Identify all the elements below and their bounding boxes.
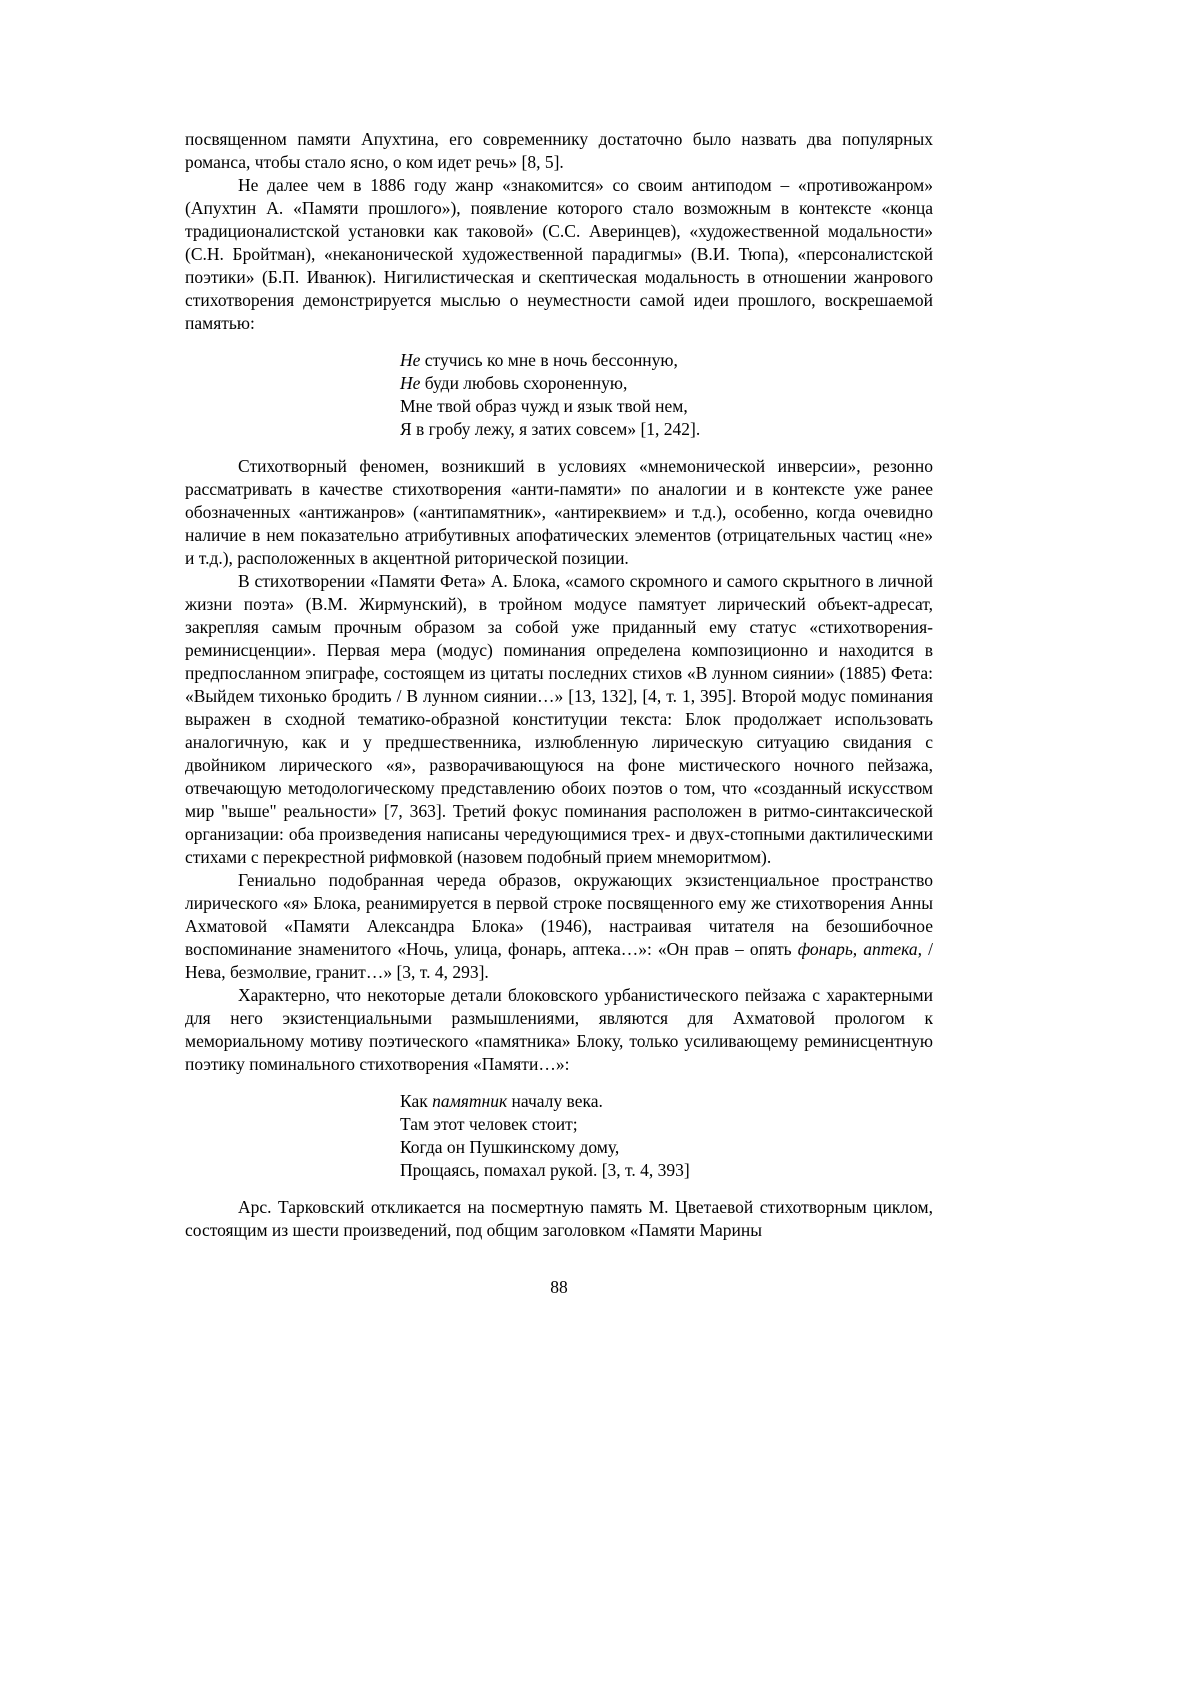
verse-block bbox=[400, 349, 933, 441]
text-run: / Нева, безмолвие, гранит…» [3, т. 4, 293]. bbox=[185, 939, 933, 982]
paragraph bbox=[185, 869, 933, 984]
italic-text-run: Не bbox=[400, 373, 421, 393]
text-run: Характерно, что некоторые детали блоковского урбанистического пейзажа с характерными для него экзистенциальными размышлениями, являются для Ахматовой прологом к мемориальному мотиву поэтического «памятника» Блоку, только усиливающему реминисцентную поэтику поминального стихотворения «Памяти…»: bbox=[185, 985, 933, 1074]
verse-line bbox=[400, 349, 933, 372]
italic-text-run: фонарь, аптека, bbox=[797, 939, 923, 959]
verse-line bbox=[400, 418, 933, 441]
paragraph bbox=[185, 570, 933, 869]
text-run: В стихотворении «Памяти Фета» А. Блока, «самого скромного и самого скрытного в личной жизни поэта» (В.М. Жирмунский), в тройном модусе памятует лирический объект-адресат, закрепляя самым прочным образом за собой уже приданный ему статус «стихотворения-реминисценции». Первая мера (модус) поминания определена композиционно и находится в предпосланном эпиграфе, состоящем из цитаты последних стихов «В лунном сиянии» (1885) Фета: «Выйдем тихонько бродить / В лунном сиянии…» [13, 132], [4, т. 1, 395]. Второй модус поминания выражен в сходной тематико-образной конституции текста: Блок продолжает использовать аналогичную, как и у предшественника, излюбленную лирическую ситуацию свидания с двойником лирического «я», разворачивающуюся на фоне мистического ночного пейзажа, отвечающую методологическому представлению обоих поэтов о том, что «созданный искусством мир "выше" реальности» [7, 363]. Третий фокус поминания расположен в ритмо-синтаксической организации: оба произведения написаны чередующимися трех- и двух-стопными дактилическими стихами с перекрестной рифмовкой (назовем подобный прием мнеморитмом). bbox=[185, 571, 933, 867]
text-run: Когда он Пушкинскому дому, bbox=[400, 1137, 620, 1157]
text-run: Не далее чем в 1886 году жанр «знакомится» со своим антиподом – «противожанром» (Апухтин А. «Памяти прошлого»), появление которого стало возможным в контексте «конца традиционалистской установки как таковой» (С.С. Аверинцев), «художественной модальности» (С.Н. Бройтман), «неканонической художественной парадигмы» (В.И. Тюпа), «персоналистской поэтики» (Б.П. Иванюк). Нигилистическая и скептическая модальность в отношении жанрового стихотворения демонстрируется мыслью о неуместности самой идеи прошлого, воскрешаемой памятью: bbox=[185, 175, 933, 333]
verse-line bbox=[400, 395, 933, 418]
text-run: Я в гробу лежу, я затих совсем» [1, 242]. bbox=[400, 419, 701, 439]
paragraph bbox=[185, 984, 933, 1076]
text-run: стучись ко мне в ночь бессонную, bbox=[420, 350, 678, 370]
italic-text-run: памятник bbox=[432, 1091, 508, 1111]
text-run: посвященном памяти Апухтина, его современнику достаточно было назвать два популярных романса, чтобы стало ясно, о ком идет речь» [8, 5]. bbox=[185, 129, 933, 172]
page-number: 88 bbox=[550, 1277, 568, 1297]
paragraph bbox=[185, 455, 933, 570]
verse-line bbox=[400, 372, 933, 395]
text-run: Стихотворный феномен, возникший в условиях «мнемонической инверсии», резонно рассматривать в качестве стихотворения «анти-памяти» по аналогии и в контексте уже ранее обозначенных «антижанров» («антипамятник», «антиреквием» и т.д.), особенно, когда очевидно наличие в нем показательно атрибутивных апофатических элементов (отрицательных частиц «не» и т.д.), расположенных в акцентной риторической позиции. bbox=[185, 456, 933, 568]
paragraph bbox=[185, 1196, 933, 1242]
verse-line bbox=[400, 1136, 933, 1159]
verse-line bbox=[400, 1113, 933, 1136]
text-run: буди любовь схороненную, bbox=[420, 373, 628, 393]
text-run: Как bbox=[400, 1091, 433, 1111]
text-run: Там этот человек стоит; bbox=[400, 1114, 578, 1134]
text-run: началу века. bbox=[507, 1091, 603, 1111]
paragraph bbox=[185, 174, 933, 335]
italic-text-run: Не bbox=[400, 350, 421, 370]
verse-line bbox=[400, 1090, 933, 1113]
text-run: Гениально подобранная череда образов, окружающих экзистенциальное пространство лирического «я» Блока, реанимируется в первой строке посвященного ему же стихотворения Анны Ахматовой «Памяти Александра Блока» (1946), настраивая читателя на безошибочное воспоминание знаменитого «Ночь, улица, фонарь, аптека…»: «Он прав – опять bbox=[185, 870, 933, 959]
text-run: Мне твой образ чужд и язык твой нем, bbox=[400, 396, 688, 416]
paragraph bbox=[185, 128, 933, 174]
verse-block bbox=[400, 1090, 933, 1182]
text-run: Прощаясь, помахал рукой. [3, т. 4, 393] bbox=[400, 1160, 690, 1180]
document-body bbox=[185, 128, 933, 1242]
text-run: Арс. Тарковский откликается на посмертную память М. Цветаевой стихотворным циклом, состоящим из шести произведений, под общим заголовком «Памяти Марины bbox=[185, 1197, 933, 1240]
verse-line bbox=[400, 1159, 933, 1182]
